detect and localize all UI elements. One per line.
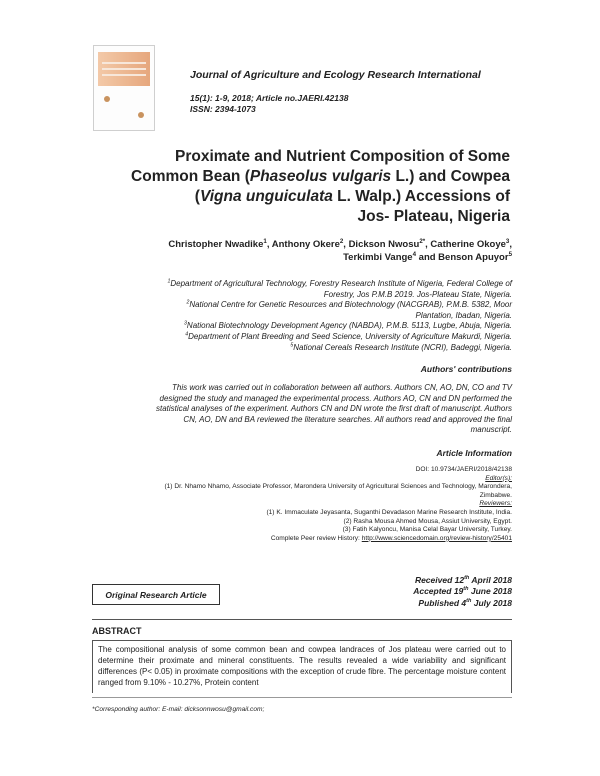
abstract-heading: ABSTRACT <box>92 626 142 636</box>
author-list: Christopher Nwadike$^1$, Anthony Okere$^2$, Dickson Nwosu$^{2*}$, Catherine Okoye$^3$, Terkimbi Vange$^4$ and Benson Apuyor$^5$ <box>168 237 512 263</box>
footnote-divider <box>92 697 512 698</box>
corresponding-author-footnote: *Corresponding author: E-mail: dicksonnwosu@gmail.com; <box>92 706 265 713</box>
doi: DOI: 10.9734/JAERI/2018/42138 <box>415 466 512 473</box>
abstract-text: The compositional analysis of some common bean and cowpea landraces of Jos plateau were carried out to determine their proximate and mineral constituents. The results revealed a wide variability and significant differences (P< 0.05) in proximate compositions with the exception of crude fibre. The percentage moisture content ranged from 9.10% - 10.27%, Protein content <box>92 640 512 693</box>
article-info-heading: Article Information <box>436 448 512 458</box>
issn: ISSN: 2394-1073 <box>190 104 256 114</box>
review-history-link[interactable]: http://www.sciencedomain.org/review-history/25401 <box>361 534 512 542</box>
contributions-text: This work was carried out in collaboration between all authors. Authors CN, AO, DN, CO and TV designed the study and managed the experimental process. Authors AO, CN and DN performed the statistical analyses of the experiment. Authors CN and DN wrote the first draft of manuscript. Authors CN, AO, DN and BA reviewed the literature searches. All authors read and approved the final manuscript. <box>155 383 512 435</box>
journal-name: Journal of Agriculture and Ecology Research International <box>190 69 481 81</box>
publication-dates: Received 12th April 2018 Accepted 19th June 2018 Published 4th July 2018 <box>413 575 512 608</box>
contributions-heading: Authors' contributions <box>420 364 512 374</box>
journal-cover-thumbnail <box>93 45 155 131</box>
divider <box>92 619 512 620</box>
affiliations: $^1$Department of Agricultural Technology, Forestry Research Institute of Nigeria, Federal College of Forestry, Jos P.M.B 2019. Jos-Plateau State, Nigeria. $^2$National Centre for Genetic Resources and Biotechnology (NACGRAB), P.M.B. 5382, Moor Plantation, Ibadan, Nigeria. $^3$National Biotechnology Development Agency (NABDA), P.M.B. 5113, Lugbe, Abuja, Nigeria. $^4$Department of Plant Breeding and Seed Science, University of Agriculture Makurdi, Nigeria. $^5$National Cereals Research Institute (NCRI), Badeggi, Nigeria. <box>167 278 512 352</box>
article-type-box: Original Research Article <box>92 584 220 605</box>
paper-title: Proximate and Nutrient Composition of Some Common Bean (Phaseolus vulgaris L.) and Cowpea (Vigna unguiculata L. Walp.) Accessions of Jos- Plateau, Nigeria <box>131 148 510 225</box>
article-info: DOI: 10.9734/JAERI/2018/42138 Editor(s): (1) Dr. Nhamo Nhamo, Associate Professor, Marondera University of Agricultural Sciences and Technology, Marondera, Zimbabwe. Reviewers: (1) K. Immaculate Jeyasanta, Suganthi Devadason Marine Research Institute, India. (2) Rasha Mousa Ahmed Mousa, Assiut University, Egypt. (3) Fatih Kalyoncu, Manisa Celal Bayar University, Turkey. Complete Peer review History: http://www.sciencedomain.org/review-history/25401 <box>60 466 512 543</box>
volume-info: 15(1): 1-9, 2018; Article no.JAERI.42138 <box>190 93 349 103</box>
